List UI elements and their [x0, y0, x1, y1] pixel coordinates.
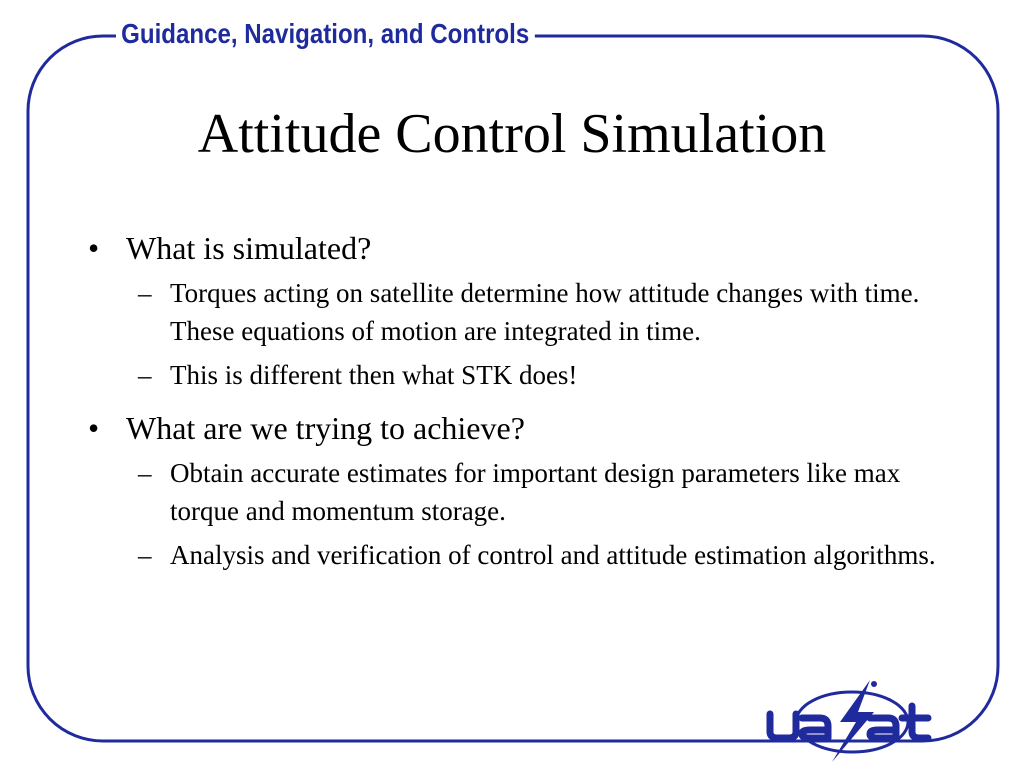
sub-bullet-item [84, 274, 964, 350]
sub-bullet-text: This is different then what STK does! [170, 360, 578, 390]
bullet-text: What are we trying to achieve? [126, 410, 525, 446]
sub-bullet-marker: – [138, 360, 152, 390]
sub-bullet-text: Obtain accurate estimates for important design parameters like max torque and momentum storage. [170, 458, 901, 526]
bullet-marker: • [88, 230, 100, 266]
sub-bullet-marker: – [138, 278, 152, 308]
sub-bullet-marker: – [138, 458, 152, 488]
bullet-marker: • [88, 410, 100, 446]
sub-bullet-item [84, 536, 964, 574]
sub-bullet-text: Analysis and verification of control and attitude estimation algorithms. [170, 540, 936, 570]
bullet-item [84, 408, 964, 448]
sub-bullet-text: Torques acting on satellite determine how attitude changes with time. These equations of motion are integrated in time. [170, 278, 920, 346]
sub-bullet-item [84, 454, 964, 530]
uasat-logo-icon [762, 676, 942, 766]
header-label: Guidance, Navigation, and Controls [116, 14, 534, 54]
sub-bullet-item [84, 356, 964, 394]
slide-content [84, 228, 964, 580]
bullet-text: What is simulated? [126, 230, 372, 266]
bullet-item [84, 228, 964, 268]
slide-title: Attitude Control Simulation [197, 103, 827, 165]
sub-bullet-marker: – [138, 540, 152, 570]
